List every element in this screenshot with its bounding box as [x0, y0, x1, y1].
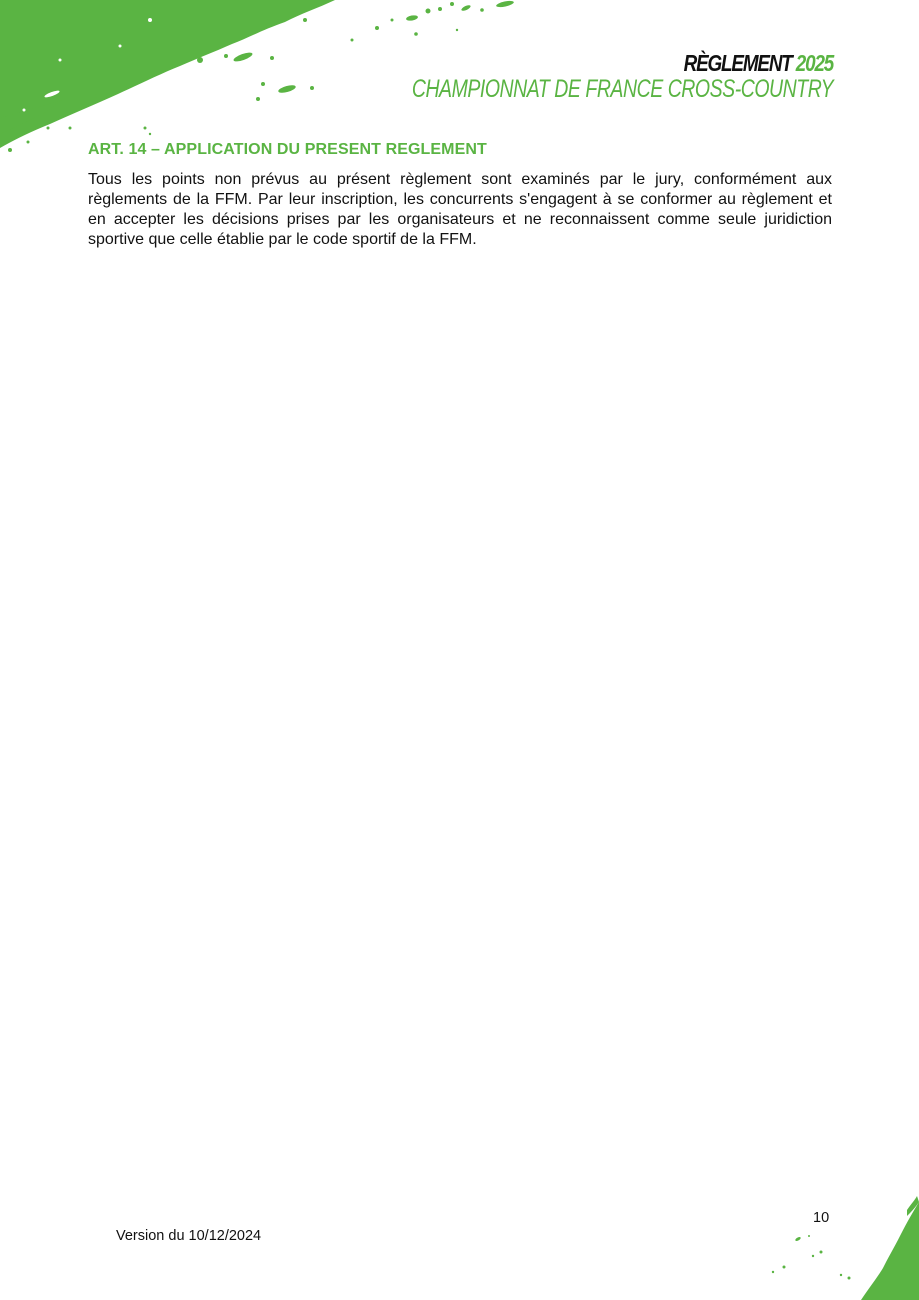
header-title-word: RÈGLEMENT	[683, 50, 792, 76]
article-section	[88, 141, 832, 250]
header-title	[390, 52, 833, 75]
green-splash-decoration-bottom-right	[749, 1190, 919, 1300]
footer-version: Version du 10/12/2024	[116, 1228, 262, 1244]
page-number: 10	[813, 1210, 830, 1226]
article-title: ART. 14 – APPLICATION DU PRESENT REGLEMENT	[88, 141, 487, 158]
article-body: Tous les points non prévus au présent règlement sont examinés par le jury, conformément aux règlements de la FFM. Par leur inscription, les concurrents s'engagent à se conformer au règlement et en accepter les décisions prises par les organisateurs et ne reconnaissent comme seule juridiction sportive que celle établie par le code sportif de la FFM.	[88, 171, 832, 248]
header-title-year: 2025	[795, 50, 833, 76]
document-header	[293, 52, 833, 102]
header-subtitle: CHAMPIONNAT DE FRANCE CROSS-COUNTRY	[411, 75, 833, 103]
